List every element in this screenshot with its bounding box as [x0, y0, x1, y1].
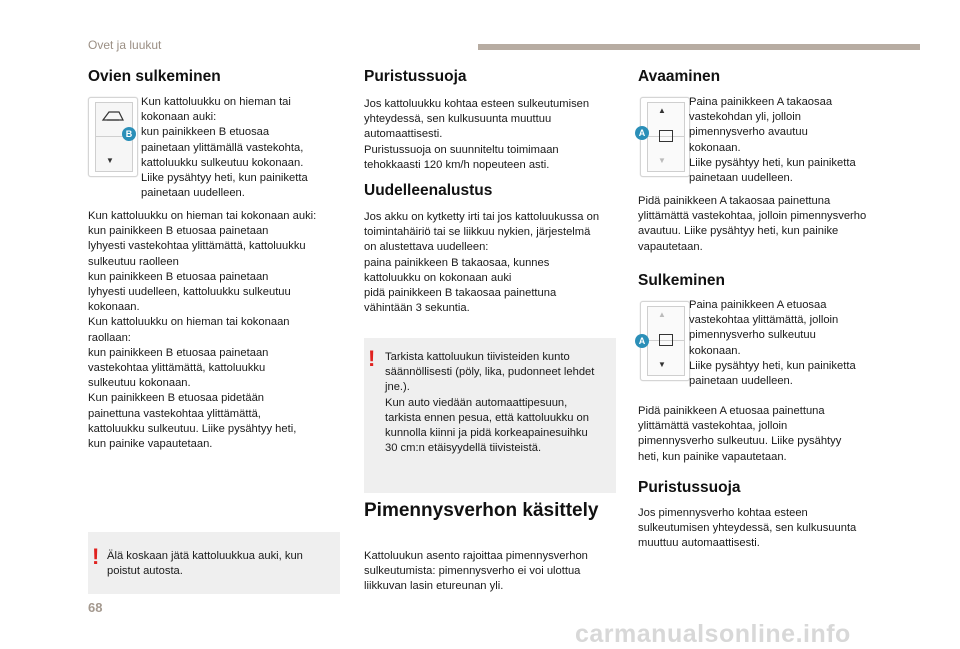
heading-avaaminen: Avaaminen — [638, 68, 721, 85]
switch-rear-part — [95, 136, 133, 172]
heading-sulkeminen: Sulkeminen — [638, 272, 725, 289]
blind-switch-illustration-a-open — [640, 97, 690, 177]
pimennysverho-text: Kattoluukun asento rajoittaa pimennysverhon sulkeutumista: pimennysverho ei voi ulottua liikkuvan lasin etureunan yli. — [364, 550, 588, 593]
puristussuoja-2-text: Jos pimennysverho kohtaa esteen sulkeutumisen yhteydessä, sen kulkusuunta muuttuu automaattisesti. — [638, 507, 857, 550]
roof-switch-illustration-b — [88, 97, 138, 177]
badge-a: A — [635, 126, 649, 140]
chevron-up-icon: ▲ — [658, 310, 666, 319]
blind-icon — [659, 130, 673, 142]
heading-puristussuoja: Puristussuoja — [364, 68, 467, 85]
chevron-down-icon: ▼ — [658, 156, 666, 165]
page-number: 68 — [88, 600, 103, 615]
warning-text-2: Tarkista kattoluukun tiivisteiden kunto säännöllisesti (pöly, lika, pudonneet lehdet jne.). Kun auto viedään automaattipesuun, tarkista ennen pesua, että kattoluukku on kunnolla kiinni ja pidä korkeapainesuihku 30 cm:n etäisyydellä tiivisteistä. — [385, 351, 595, 455]
body-text: Kun kattoluukku on hieman tai kokonaan auki: kun painikkeen B etuosaa painetaan lyhyesti vastekohtaa ylittämättä, kattoluukku sulkeutuu raolleen kun painikkeen B etuosaa painetaan lyhyesti uudelleen, kattoluukku sulkeutuu kokonaan. Kun kattoluukku on hieman tai kokonaan raollaan: kun painikkeen B etuosaa painetaan vastekohtaa ylittämättä, kattoluukku sulkeutuu kokonaan. Kun painikkeen B etuosaa pidetään painettuna vastekohtaa ylittämättä, kattoluukku sulkeutuu. Liike pysähtyy heti, kun painike vapautetaan. — [88, 210, 317, 451]
uudelleenalustus-text: Jos akku on kytketty irti tai jos kattoluukussa on toimintahäiriö tai se liikkuu nykien, järjestelmä on alustettava uudelleen: paina painikkeen B takaosaa, kunnes kattoluukku on kokonaan auki pidä painikkeen B takaosaa painettuna vähintään 3 sekuntia. — [364, 211, 600, 315]
watermark: carmanualsonline.info — [575, 620, 851, 648]
avaaminen-text-a: Paina painikkeen A takaosaa vastekohdan yli, jolloin pimennysverho avautuu kokonaan. Liike pysähtyy heti, kun painiketta painetaan uudelleen. — [689, 96, 856, 185]
chevron-down-icon: ▼ — [658, 360, 666, 369]
heading-puristussuoja-2: Puristussuoja — [638, 479, 741, 496]
heading-ovien-sulkeminen: Ovien sulkeminen — [88, 68, 221, 85]
warning-text: Älä koskaan jätä kattoluukkua auki, kun poistut autosta. — [107, 550, 303, 578]
heading-pimennysverho: Pimennysverhon käsittely — [364, 500, 599, 521]
badge-a: A — [635, 334, 649, 348]
blind-icon — [659, 334, 673, 346]
sunroof-icon — [101, 108, 125, 124]
chevron-up-icon: ▲ — [658, 106, 666, 115]
avaaminen-text-b: Pidä painikkeen A takaosaa painettuna ylittämättä vastekohtaa, jolloin pimennysverho avautuu. Liike pysähtyy heti, kun painike vapautetaan. — [638, 195, 867, 253]
header-bar — [478, 44, 920, 50]
puristussuoja-text: Jos kattoluukku kohtaa esteen sulkeutumisen yhteydessä, sen kulkusuunta muuttuu automaattisesti. Puristussuoja on suunniteltu toimimaan tehokkaasti 120 km/h nopeuteen asti. — [364, 98, 590, 171]
heading-uudelleenalustus: Uudelleenalustus — [364, 182, 493, 199]
chevron-down-icon: ▼ — [106, 156, 114, 165]
section-title: Ovet ja luukut — [88, 38, 162, 52]
sulkeminen-text-b: Pidä painikkeen A etuosaa painettuna ylittämättä vastekohtaa, jolloin pimennysverho sulkeutuu. Liike pysähtyy heti, kun painike vapautetaan. — [638, 405, 842, 463]
blind-switch-illustration-a-close — [640, 301, 690, 381]
warning-box — [88, 532, 340, 594]
warning-mark-icon: ! — [92, 544, 100, 569]
sulkeminen-text-a: Paina painikkeen A etuosaa vastekohtaa ylittämättä, jolloin pimennysverho sulkeutuu kokonaan. Liike pysähtyy heti, kun painiketta painetaan uudelleen. — [689, 299, 856, 388]
warning-mark-icon: ! — [368, 346, 376, 371]
badge-b: B — [122, 127, 136, 141]
intro-text: Kun kattoluukku on hieman tai kokonaan auki: kun painikkeen B etuosaa painetaan ylittämällä vastekohta, kattoluukku sulkeutuu kokonaan. Liike pysähtyy heti, kun painiketta painetaan uudelleen. — [141, 96, 308, 200]
warning-box-2 — [364, 338, 616, 493]
